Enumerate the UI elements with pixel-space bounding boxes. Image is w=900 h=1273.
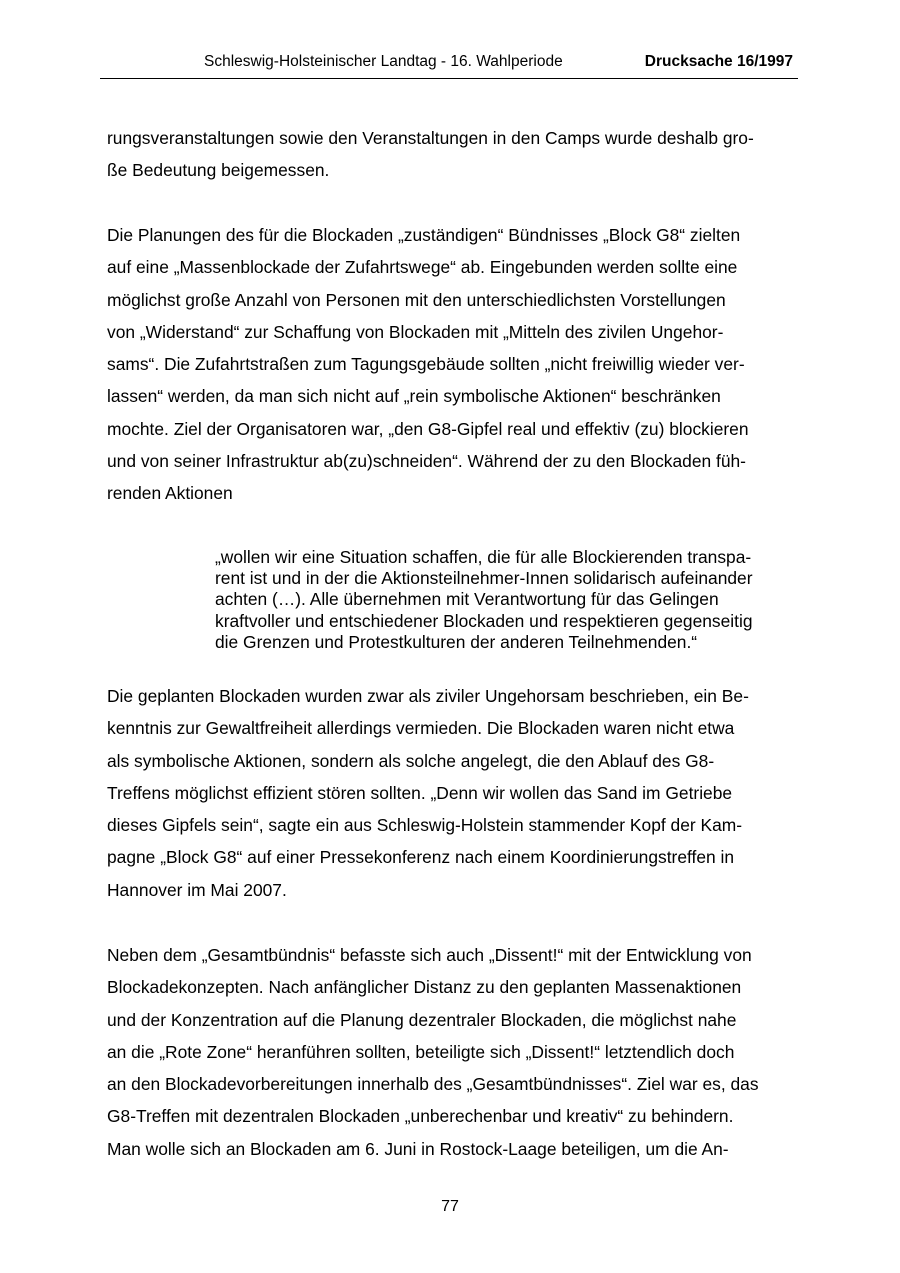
- text-line: an den Blockadevorbereitungen innerhalb des „Gesamtbündnisses“. Ziel war es, das: [107, 1074, 759, 1095]
- text-line: pagne „Block G8“ auf einer Pressekonferenz nach einem Koordinierungstreffen in: [107, 847, 735, 868]
- text-line: renden Aktionen: [107, 483, 233, 504]
- page-number: 77: [441, 1198, 459, 1215]
- text-line: möglichst große Anzahl von Personen mit den unterschiedlichsten Vorstellungen: [107, 289, 726, 310]
- text-line: dieses Gipfels sein“, sagte ein aus Schleswig-Holstein stammender Kopf der Kam-: [107, 815, 743, 836]
- text-line: Hannover im Mai 2007.: [107, 879, 287, 900]
- text-line: Die geplanten Blockaden wurden zwar als ziviler Ungehorsam beschrieben, ein Be-: [107, 686, 749, 706]
- text-line: an die „Rote Zone“ heranführen sollten, beteiligte sich „Dissent!“ letztendlich doch: [107, 1041, 735, 1062]
- quote-line: achten (…). Alle übernehmen mit Verantwortung für das Gelingen: [215, 589, 719, 610]
- page-header: [100, 52, 798, 79]
- text-line: von „Widerstand“ zur Schaffung von Blockaden mit „Mitteln des zivilen Ungehor-: [107, 321, 724, 342]
- text-line: ße Bedeutung beigemessen.: [107, 160, 330, 181]
- text-line: kenntnis zur Gewaltfreiheit allerdings vermieden. Die Blockaden waren nicht etwa: [107, 718, 735, 739]
- paragraph-4: [107, 939, 797, 1165]
- document-number: Drucksache 16/1997: [644, 53, 793, 70]
- text-line: Man wolle sich an Blockaden am 6. Juni in Rostock-Laage beteiligen, um die An-: [107, 1138, 729, 1159]
- header-title: Schleswig-Holsteinischer Landtag - 16. Wahlperiode: [204, 53, 563, 70]
- text-line: G8-Treffen mit dezentralen Blockaden „unberechenbar und kreativ“ zu behindern.: [107, 1106, 734, 1127]
- text-line: sams“. Die Zufahrtstraßen zum Tagungsgebäude sollten „nicht freiwillig wieder ver-: [107, 354, 745, 375]
- quote-line: kraftvoller und entschiedener Blockaden und respektieren gegenseitig: [215, 610, 753, 631]
- paragraph-1: [107, 122, 797, 187]
- text-line: auf eine „Massenblockade der Zufahrtswege“ ab. Eingebunden werden sollte eine: [107, 257, 738, 278]
- text-line: Blockadekonzepten. Nach anfänglicher Distanz zu den geplanten Massenaktionen: [107, 977, 742, 998]
- text-line: und von seiner Infrastruktur ab(zu)schneiden“. Während der zu den Blockaden füh-: [107, 451, 746, 472]
- paragraph-3: [107, 680, 797, 906]
- paragraph-2: [107, 219, 797, 510]
- quote-line: rent ist und in der die Aktionsteilnehmer-Innen solidarisch aufeinander: [215, 568, 753, 589]
- text-line: mochte. Ziel der Organisatoren war, „den G8-Gipfel real und effektiv (zu) blockieren: [107, 418, 749, 439]
- text-line: und der Konzentration auf die Planung dezentraler Blockaden, die möglichst nahe: [107, 1009, 737, 1030]
- text-line: lassen“ werden, da man sich nicht auf „rein symbolische Aktionen“ beschränken: [107, 386, 721, 407]
- text-line: Die Planungen des für die Blockaden „zuständigen“ Bündnisses „Block G8“ zielten: [107, 225, 741, 245]
- text-line: Treffens möglichst effizient stören sollten. „Denn wir wollen das Sand im Getriebe: [107, 782, 733, 803]
- quote-line: „wollen wir eine Situation schaffen, die für alle Blockierenden transpa-: [215, 547, 752, 567]
- block-quote: [215, 547, 795, 653]
- text-line: rungsveranstaltungen sowie den Veranstaltungen in den Camps wurde deshalb gro-: [107, 128, 754, 148]
- quote-line: die Grenzen und Protestkulturen der anderen Teilnehmenden.“: [215, 631, 698, 652]
- text-line: Neben dem „Gesamtbündnis“ befasste sich auch „Dissent!“ mit der Entwicklung von: [107, 945, 752, 965]
- text-line: als symbolische Aktionen, sondern als solche angelegt, die den Ablauf des G8-: [107, 750, 715, 771]
